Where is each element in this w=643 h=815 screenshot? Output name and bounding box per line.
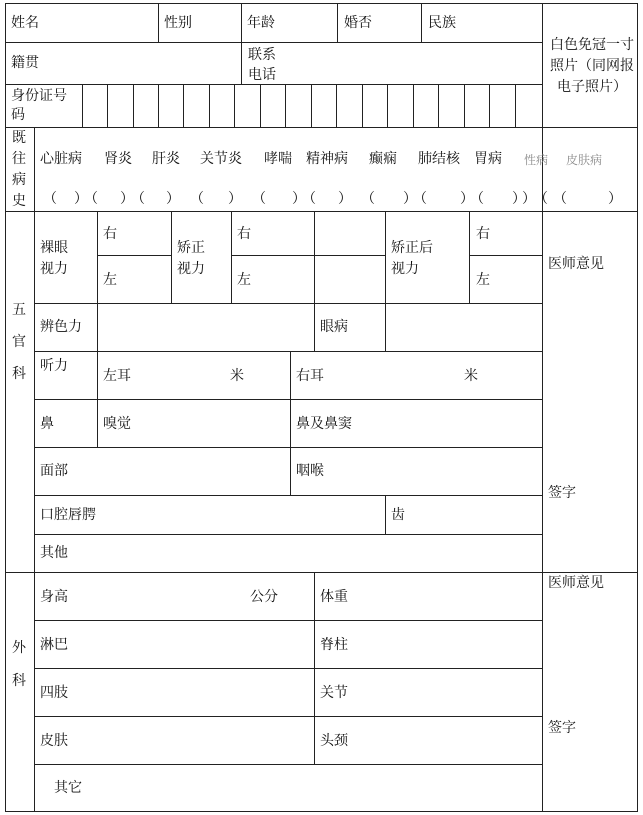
corrected-left-label: 左: [237, 272, 251, 288]
limbs-label: 四肢: [40, 685, 68, 701]
color-vision-label: 辨色力: [40, 319, 82, 335]
left-ear-label: 左耳: [103, 368, 131, 384]
eent-doctor-opinion: 医师意见: [548, 256, 604, 272]
paren-close: ）: [166, 191, 180, 207]
throat-label: 咽喉: [296, 463, 324, 479]
paren-open: （: [470, 191, 484, 207]
paren-close: ）: [120, 191, 134, 207]
paren-open: （: [302, 191, 316, 207]
height-unit: 公分: [250, 589, 278, 605]
paren-open: （: [553, 191, 567, 207]
eent-signature: 签字: [548, 485, 576, 501]
paren-open: （: [190, 191, 204, 207]
height-label: 身高: [40, 589, 68, 605]
disease-arthritis: 关节炎: [200, 151, 242, 167]
corrected-vision-label: 矫正视力: [177, 240, 205, 277]
disease-hepatitis: 肝炎: [152, 151, 180, 167]
surgery-signature: 签字: [548, 720, 576, 736]
disease-mental: 精神病: [306, 151, 348, 167]
smell-label: 嗅觉: [103, 416, 131, 432]
paren-close: ）: [522, 191, 536, 207]
marital-label: 婚否: [344, 15, 372, 31]
surgery-doctor-opinion: 医师意见: [548, 575, 604, 591]
after-correction-label: 矫正后视力: [391, 240, 433, 277]
name-label: 姓名: [11, 15, 39, 31]
right-ear-label: 右耳: [296, 368, 324, 384]
paren-close: ）: [74, 191, 88, 207]
history-label: 既往病史: [12, 130, 26, 209]
native-place-label: 籍贯: [11, 55, 39, 71]
paren-open: （: [534, 191, 548, 207]
naked-vision-label: 裸眼视力: [40, 240, 68, 277]
nose-sinus-label: 鼻及鼻窦: [296, 416, 352, 432]
surgery-other-label: 其它: [54, 780, 82, 796]
after-right-label: 右: [476, 226, 490, 242]
photo-placeholder: 白色免冠一寸照片（同网报电子照片）: [550, 37, 634, 95]
disease-heart: 心脏病: [40, 151, 82, 167]
paren-close: ）: [608, 191, 622, 207]
disease-nephritis: 肾炎: [104, 151, 132, 167]
after-left-label: 左: [476, 272, 490, 288]
lymph-label: 淋巴: [40, 637, 68, 653]
spine-label: 脊柱: [320, 637, 348, 653]
paren-close: ）: [403, 191, 417, 207]
paren-open: （: [413, 191, 427, 207]
oral-label: 口腔唇腭: [40, 507, 96, 523]
paren-open: （: [84, 191, 98, 207]
weight-label: 体重: [320, 589, 348, 605]
eent-section-label: 五官科: [12, 302, 26, 382]
contact-label: 联系电话: [248, 47, 276, 83]
disease-std: 性病: [524, 153, 549, 167]
paren-open: （: [361, 191, 375, 207]
right-ear-unit: 米: [464, 368, 478, 384]
head-neck-label: 头颈: [320, 733, 348, 749]
naked-left-label: 左: [103, 272, 117, 288]
joints-label: 关节: [320, 685, 348, 701]
paren-close: ）: [512, 191, 526, 207]
disease-stomach: 胃病: [474, 151, 502, 167]
disease-skin: 皮肤病: [566, 153, 603, 167]
paren-close: ）: [292, 191, 306, 207]
eye-disease-label: 眼病: [320, 319, 348, 335]
paren-open: （: [131, 191, 145, 207]
disease-asthma: 哮喘: [264, 151, 292, 167]
paren-open: （: [252, 191, 266, 207]
ethnicity-label: 民族: [428, 15, 456, 31]
corrected-right-label: 右: [237, 226, 251, 242]
hearing-label: 听力: [40, 358, 68, 374]
disease-epilepsy: 癫痫: [369, 151, 397, 167]
skin-label: 皮肤: [40, 733, 68, 749]
disease-tuberculosis: 肺结核: [418, 151, 460, 167]
face-label: 面部: [40, 463, 68, 479]
paren-close: ）: [460, 191, 474, 207]
age-label: 年龄: [247, 15, 275, 31]
surgery-section-label: 外科: [12, 640, 26, 689]
paren-close: ）: [228, 191, 242, 207]
eent-other-label: 其他: [40, 545, 68, 561]
naked-right-label: 右: [103, 226, 117, 242]
paren-close: ）: [338, 191, 352, 207]
paren-open: （: [43, 191, 57, 207]
gender-label: 性别: [164, 15, 192, 31]
id-number-label: 身份证号 码: [11, 88, 81, 123]
nose-label: 鼻: [40, 416, 54, 432]
teeth-label: 齿: [391, 507, 405, 523]
left-ear-unit: 米: [230, 368, 244, 384]
